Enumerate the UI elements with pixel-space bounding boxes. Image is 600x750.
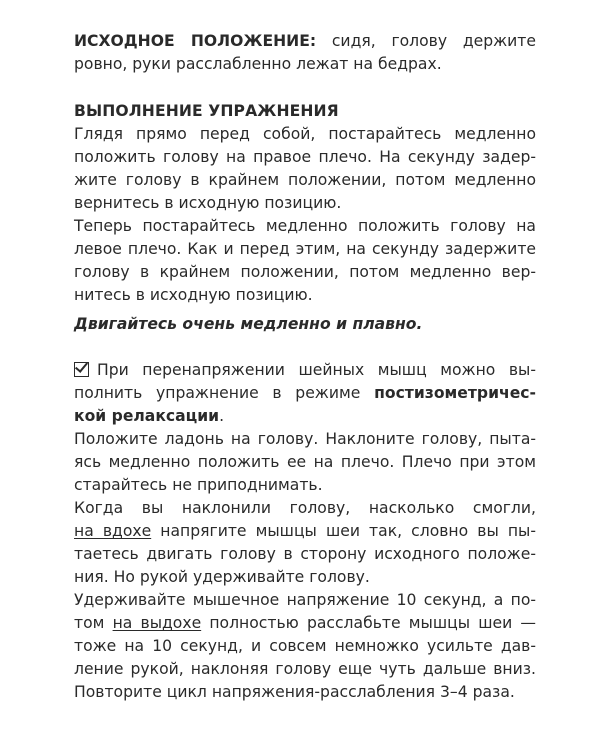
execution-section <box>74 100 536 336</box>
starting-position-label: ИСХОДНОЕ ПОЛОЖЕНИЕ: <box>74 32 317 50</box>
document-page <box>74 30 536 704</box>
checkbox-checked-icon <box>74 362 89 377</box>
execution-emphasis: Двигайтесь очень медленно и плавно. <box>74 315 423 333</box>
tip-p2-line-3: таетесь двигать голову в сторону исходного положе- <box>74 545 536 563</box>
tip-line-2 <box>74 382 536 405</box>
tip-p2-line-2 <box>74 520 536 543</box>
tip-line-1-text: При перенапряжении шейных мышц можно вы- <box>97 361 536 379</box>
tip-p3-line-2-text: полностью расслабьте мышцы шеи — <box>209 614 536 632</box>
tip-line-3 <box>74 405 536 428</box>
execution-p2-line-3: голову в крайнем положении, потом медленно вер- <box>74 263 536 281</box>
intro-line-2: ровно, руки расслабленно лежат на бедрах. <box>74 55 442 73</box>
tip-p3-line-3: тоже на 10 секунд, и совсем немножко усильте дав- <box>74 637 536 655</box>
tip-line-1 <box>74 359 536 382</box>
execution-p1-line-1: Глядя прямо перед собой, постарайтесь медленно <box>74 125 536 143</box>
tip-p2-line-1: Когда вы наклонили голову, насколько смогли, <box>74 499 536 517</box>
tip-line-2-text: полнить упражнение в режиме <box>74 384 361 402</box>
tip-p1-line-3: старайтесь не приподнимать. <box>74 476 323 494</box>
intro-line-1-text: сидя, голову держите <box>331 32 536 50</box>
execution-p1-line-3: жите голову в крайнем положении, потом медленно <box>74 171 536 189</box>
inhale-phrase: на вдохе <box>74 522 152 540</box>
tip-p3-line-2 <box>74 612 536 635</box>
execution-p2-line-1: Теперь постарайтесь медленно положить голову на <box>74 217 536 235</box>
tip-p3-line-5: Повторите цикл напряжения-расслабления 3–4 раза. <box>74 683 515 701</box>
tip-p3-line-4: ление рукой, наклоняя голову еще чуть дальше вниз. <box>74 660 536 678</box>
execution-p2-line-4: нитесь в исходную позицию. <box>74 286 313 304</box>
tip-p1-line-2: ясь медленно положить ее на плечо. Плечо при этом <box>74 453 536 471</box>
tip-section <box>74 359 536 704</box>
tip-term-part-2: кой релаксации <box>74 407 220 425</box>
execution-title: ВЫПОЛНЕНИЕ УПРАЖНЕНИЯ <box>74 102 339 120</box>
starting-position-paragraph <box>74 30 536 76</box>
intro-line-1 <box>74 30 536 53</box>
tip-p3-line-2-start: том <box>74 614 105 632</box>
tip-p2-line-2-text: напрягите мышцы шеи так, словно вы пы- <box>160 522 536 540</box>
exhale-phrase: на выдохе <box>112 614 202 632</box>
tip-p1-line-1: Положите ладонь на голову. Наклоните голову, пыта- <box>74 430 536 448</box>
execution-p1-line-2: положить голову на правое плечо. На секунду задер- <box>74 148 536 166</box>
tip-term-part-1: постизометричес- <box>374 384 536 402</box>
tip-line-3-end: . <box>219 407 225 425</box>
execution-p2-line-2: левое плечо. Как и перед этим, на секунду задержите <box>74 240 536 258</box>
tip-p2-line-4: ния. Но рукой удерживайте голову. <box>74 568 370 586</box>
tip-p3-line-1: Удерживайте мышечное напряжение 10 секунд, а по- <box>74 591 536 609</box>
execution-p1-line-4: вернитесь в исходную позицию. <box>74 194 342 212</box>
